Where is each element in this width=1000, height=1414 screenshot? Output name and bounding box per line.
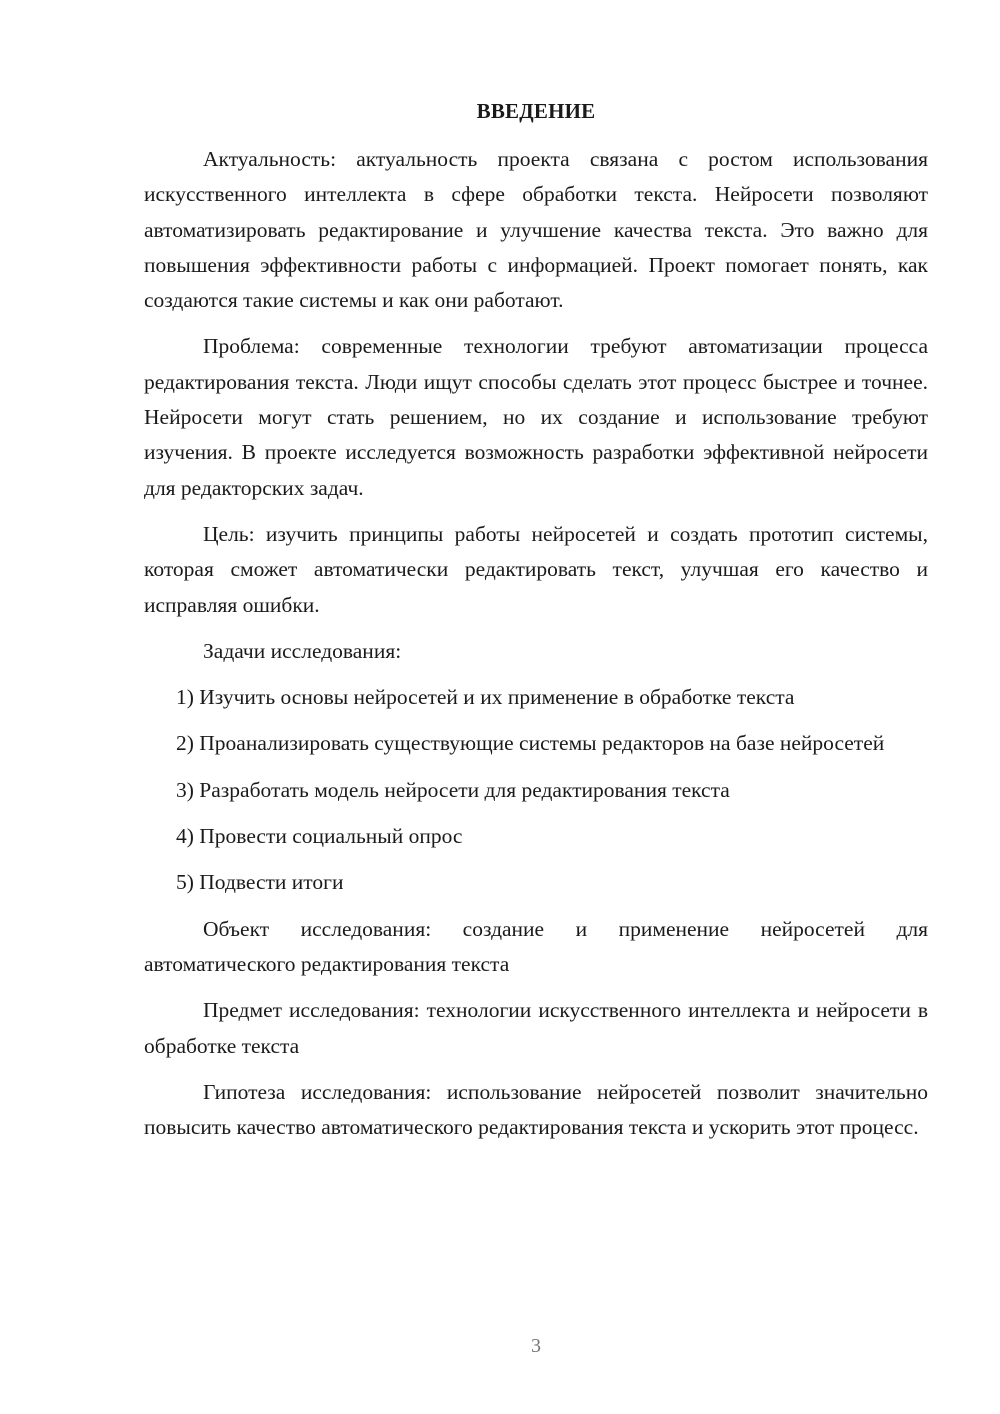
paragraph-problem: Проблема: современные технологии требуют автоматизации процесса редактирования текста. Люди ищут способы сделать этот процесс быстрее и точнее. Нейросети могут стать решением, но их создание и использование требуют изучения. В проекте исследуется возможность разработки эффективной нейросети для редакторских задач. (144, 334, 928, 500)
list-item: 4) Провести социальный опрос (176, 824, 463, 849)
list-item: 1) Изучить основы нейросетей и их применение в обработке текста (176, 685, 795, 710)
paragraph-object: Объект исследования: создание и применение нейросетей для автоматического редактирования текста (144, 916, 928, 976)
list-item: 5) Подвести итоги (176, 870, 344, 895)
list-item: 2) Проанализировать существующие системы редакторов на базе нейросетей (176, 731, 885, 756)
page-number: 3 (531, 1335, 541, 1357)
paragraph-tasks-heading: Задачи исследования: (203, 638, 402, 663)
paragraph-relevance: Актуальность: актуальность проекта связана с ростом использования искусственного интеллекта в сфере обработки текста. Нейросети позволяют автоматизировать редактирование и улучшение качества текста. Это важно для повышения эффективности работы с информацией. Проект помогает понять, как создаются такие системы и как они работают. (144, 147, 928, 313)
document-body (144, 142, 928, 1145)
page-title: ВВЕДЕНИЕ (476, 99, 596, 123)
paragraph-goal: Цель: изучить принципы работы нейросетей и создать прототип системы, которая сможет автоматически редактировать текст, улучшая его качество и исправляя ошибки. (144, 521, 928, 617)
paragraph-subject: Предмет исследования: технологии искусственного интеллекта и нейросети в обработке текста (144, 998, 928, 1058)
paragraph-hypothesis: Гипотеза исследования: использование нейросетей позволит значительно повысить качество автоматического редактирования текста и ускорить этот процесс. (144, 1079, 928, 1140)
list-item: 3) Разработать модель нейросети для редактирования текста (176, 777, 730, 802)
